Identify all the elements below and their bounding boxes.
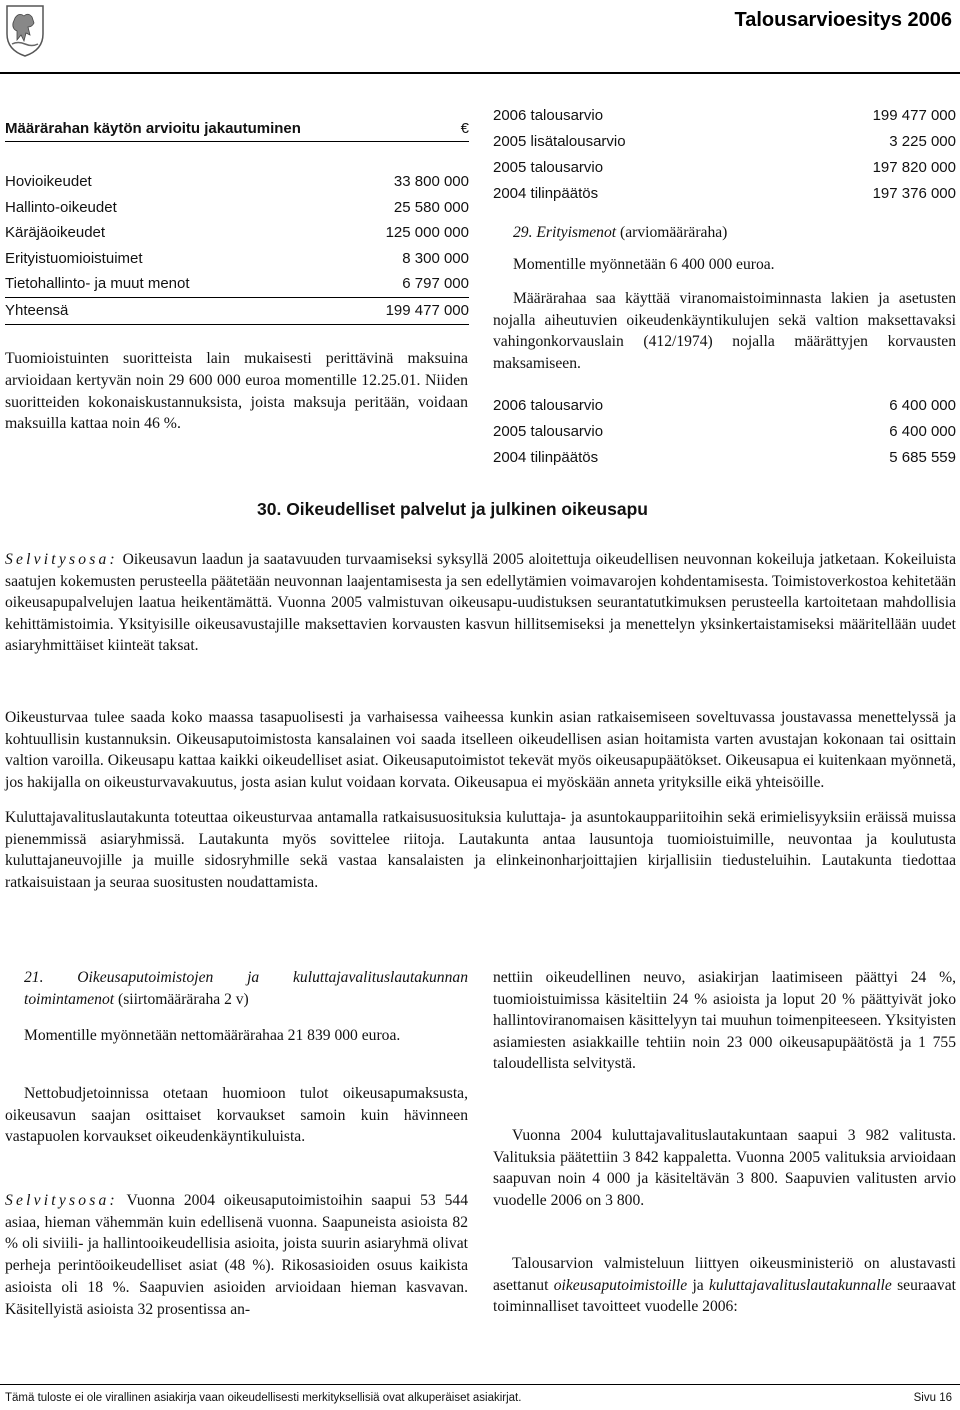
row-label: Hovioikeudet (5, 173, 92, 191)
item-21-paragraph-2: Vuonna 2004 oikeusaputoimistoihin saapui 53 544 asiaa, hieman vähemmän kuin edellisenä vuonna. Saapuneista asioista 82 % oli siviili- ja hallintooikeudellisia asioita, joista suurin asiaryhmä olivat perheja perintöoikeudelliset asiat (48 %). Rikosasioiden osuus kaikista asioista oli 18 %. Saapuvien asioiden arvioidaan hieman kasvavan. Käsitellyistä asioista 32 prosentissa an- (5, 1192, 468, 1318)
section-paragraph-1: Oikeusavun laadun ja saatavuuden turvaamiseksi syksyllä 2005 aloitettuja oikeudellisen neuvonnan kokeiluja jatketaan. Kokeiluista saatujen kokemusten perusteella päätetään neuvonnan laajentamisesta ja sen edellytämien voimavarojen kohdentamisesta. Toimistoverkostoa kehitetään oikeusapupalvelujen laatua heikentämättä. Vuonna 2005 valmistuvan oikeusapu-uudistuksen seurantatutkimuksen perusteella kartoitetaan mahdollisia kehittämistoimia. Yksityisille oikeusavustajille maksettavien korvausten kasvun hillitsemiseksi ja menettelyn yksinkertaistamiseksi määritellään uudet asiaryhmittäiset kiinteät taksat. (5, 551, 956, 655)
row-label: 2005 talousarvio (493, 158, 604, 176)
table-row (493, 419, 956, 445)
row-label: 2004 tilinpäätös (493, 184, 599, 202)
row-value: 33 800 000 (393, 173, 469, 191)
row-value: 6 400 000 (889, 397, 956, 415)
row-label: Hallinto-oikeudet (5, 198, 117, 216)
section-paragraph-2: Oikeusturvaa tulee saada koko maassa tasapuolisesti ja varhaisessa vaiheessa kunkin asian ratkaisemiseen soveltuvassa joustavassa menettelyssä ja kohtuullisin kustannuksin. Oikeusaputoimistosta kansalainen voi saada itselleen oikeudellisen asian hoitamista varten avustajan kokonaan tai osittain valtion varoilla. Oikeusapu kattaa kaikki oikeudelliset asiat. Oikeusaputoimistot tekevät myös oikeusapupäätökset. Oikeusapua ei kuitenkaan myönnetä, jos hakijalla on oikeusturvavakuutus, josta asian kulut voidaan korvata. Oikeusapua ei myöskään anneta yrityksille eikä yhteisöille. (5, 709, 956, 791)
total-value: 199 477 000 (385, 302, 469, 320)
item-21-paragraph-1: Nettobudjetoinnissa otetaan huomioon tulot oikeusapumaksusta, oikeusavun saajan osittaiset korvaukset samoin kuin hävinneen vastapuolen korvaukset oikeudenkäyntikuluista. (5, 1085, 468, 1145)
allocation-table-heading: Määrärahan käytön arvioitu jakautuminen (5, 119, 301, 137)
section-title: 30. Oikeudelliset palvelut ja julkinen oikeusapu (257, 499, 648, 519)
item-29-budget-table (493, 393, 956, 470)
row-value: 197 376 000 (872, 184, 956, 202)
row-label: 2004 tilinpäätös (493, 448, 599, 466)
item-29-heading (513, 222, 953, 244)
page-footer (5, 1388, 952, 1410)
text-run: Talousarvion valmisteluun liittyen oikeusministeriö on alustavasti asettanut (493, 1255, 956, 1294)
row-label: 2006 talousarvio (493, 397, 604, 415)
item-name: Erityismenot (536, 224, 617, 241)
row-value: 6 400 000 (889, 422, 956, 440)
right-paragraph-2: Vuonna 2004 kuluttajavalituslautakuntaan saapui 3 982 valitusta. Valituksia päätettiin 3 842 kappaletta. Vuonna 2005 valituksia arvioidaan saapuvan noin 4 000 ja käsiteltävän 3 800. Saapuvien valitusten arvio vuodelle 2006 on 3 800. (493, 1127, 956, 1209)
table-row (5, 220, 469, 246)
row-label: 2005 talousarvio (493, 422, 604, 440)
row-value: 6 797 000 (402, 275, 469, 293)
document-title: Talousarvioesitys 2006 (734, 9, 952, 31)
table-row (493, 155, 956, 181)
table-row (493, 129, 956, 155)
table-row (493, 445, 956, 471)
item-number: 29. (513, 224, 533, 241)
item-21-title: 21. Oikeusaputoimistojen ja kuluttajavalituslautakunnan toimintamenot (24, 969, 468, 1008)
text-run: seuraavat toiminnalliset tavoitteet vuodelle 2006: (493, 1276, 956, 1316)
total-label: Yhteensä (5, 302, 69, 320)
table-row (493, 103, 956, 129)
currency-unit: € (460, 119, 469, 137)
section-explanation (5, 549, 956, 657)
row-label: Käräjäoikeudet (5, 224, 106, 242)
row-value: 8 300 000 (402, 249, 469, 267)
footer-divider (0, 1384, 960, 1385)
allocation-table-header (5, 113, 469, 142)
row-value: 5 685 559 (889, 448, 956, 466)
budget-history-table (493, 103, 956, 206)
item-29-usage: Määrärahaa saa käyttää viranomaistoiminnasta lakien ja asetusten nojalla aiheutuvien oikeudenkäyntikulujen sekä valtion maksettavaksi vahingonkorvauslain (412/1974) nojalla määrättyjen korvausten maksamiseen. (493, 290, 956, 372)
item-21-type: (siirtomääräraha 2 v) (118, 990, 249, 1008)
lion-coat-of-arms-icon (3, 4, 47, 58)
allocation-table (5, 113, 469, 325)
selvitys-label: Selvitysosa: (5, 551, 118, 568)
page-number: Sivu 16 (913, 1392, 952, 1404)
item-29-grant: Momentille myönnetään 6 400 000 euroa. (513, 256, 775, 273)
table-row (5, 195, 469, 221)
header-divider (0, 72, 960, 74)
row-value: 25 580 000 (393, 198, 469, 216)
row-value: 3 225 000 (889, 132, 956, 150)
row-value: 125 000 000 (385, 224, 469, 242)
row-label: Erityistuomioistuimet (5, 249, 143, 267)
item-21-heading (5, 967, 468, 1010)
text-run: ja (687, 1276, 710, 1294)
text-run-italic: kuluttajavalituslautakunnalle (709, 1276, 892, 1294)
row-label: Tietohallinto- ja muut menot (5, 275, 190, 293)
table-row (5, 169, 469, 195)
table-row (5, 246, 469, 272)
table-row (5, 271, 469, 298)
table-row (493, 180, 956, 206)
section-paragraph-3: Kuluttajavalituslautakunta toteuttaa oikeusturvaa antamalla ratkaisusuosituksia kuluttaja- ja asuntokauppariitoihin sekä erimielisyyksiin eräissä muissa pienemmissä asiaryhmissä. Lautakunta myös sovittelee riitoja. Lautakunta antaa lausuntoja tuomioistuimille, neuvontaa ja koulutusta kuluttajaneuvojille ja muille sidosryhmille sekä vastaa kansalaisten ja elinkeinonharjoittajien kirjallisiin tiedusteluihin. Lautakunta tiedottaa ratkaisuistaan ja seuraa suositusten noudattamista. (5, 809, 956, 891)
row-value: 199 477 000 (872, 107, 956, 125)
row-label: 2006 talousarvio (493, 107, 604, 125)
right-paragraph-3 (493, 1253, 956, 1318)
footer-disclaimer: Tämä tuloste ei ole virallinen asiakirja vaan oikeudellisesti merkityksellisiä ovat alkuperäiset asiakirjat. (5, 1392, 522, 1404)
item-type: (arviomääräraha) (620, 224, 728, 241)
row-label: 2005 lisätalousarvio (493, 132, 626, 150)
table-row (493, 393, 956, 419)
text-run-italic: oikeusaputoimistoille (553, 1276, 688, 1294)
fee-note: Tuomioistuinten suoritteista lain mukaisesti perittävinä maksuina arvioidaan kertyvän noin 29 600 000 euroa momentille 12.25.01. Niiden suoritteiden kokonaiskustannuksista, joista maksuja peritään, voidaan maksuilla kattaa noin 46 %. (5, 350, 468, 433)
selvitys-label: Selvitysosa: (5, 1192, 118, 1209)
table-total-row (5, 298, 469, 325)
item-21-grant: Momentille myönnetään nettomäärärahaa 21 839 000 euroa. (24, 1027, 401, 1044)
right-paragraph-1: nettiin oikeudellinen neuvo, asiakirjan laatimiseen päättyi 24 %, tuomioistuimissa käsiteltiin 24 % asioista ja loput 20 % päättyivät joko hallintoviranomaisen käsittelyyn tai muuhun toimenpiteeseen. Yksityisten asiamiesten asiakkaille tehtiin noin 23 000 oikeusapupäätöstä ja 1 755 taloudellista selvitystä. (493, 969, 956, 1073)
row-value: 197 820 000 (872, 158, 956, 176)
item-21-explanation (5, 1190, 468, 1320)
